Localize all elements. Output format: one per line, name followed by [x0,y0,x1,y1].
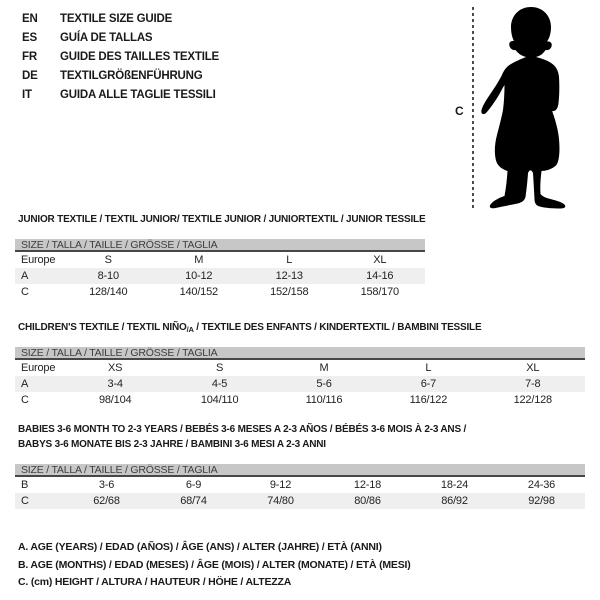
size-cell: 6-7 [376,376,480,392]
size-cell: 3-6 [98,479,115,491]
row-label: A [15,268,63,284]
table-row [15,252,425,268]
size-table [15,360,585,408]
childrens-textile-table [15,347,585,408]
row-label: B [21,479,29,491]
size-cell: M [319,362,329,374]
size-cell: 7-8 [481,376,585,392]
language-list [22,9,219,104]
size-header-bar: SIZE / TALLA / TAILLE / GRÖSSE / TAGLIA [15,239,425,252]
size-cell: 10-12 [154,268,245,284]
size-cell: 12-18 [353,479,382,491]
size-cell: 5-6 [272,376,376,392]
size-cell: 74/80 [237,493,324,509]
size-cell: 9-12 [269,479,292,491]
size-cell: 86/92 [411,493,498,509]
size-cell: 6-9 [185,479,202,491]
lang-row-de [22,66,219,85]
babies-title-line1: BABIES 3-6 MONTH TO 2-3 YEARS / BEBÉS 3-6 MESES A 2-3 AÑOS / BÉBÉS 3-6 MOIS À 2-3 ANS / [18,424,467,435]
size-cell: 152/158 [270,286,309,298]
lang-code: EN [22,12,38,25]
babies-textile-title [18,422,466,452]
title-part: CHILDREN'S TEXTILE / TEXTIL NIÑO [18,322,187,333]
size-cell: S [104,254,112,266]
lang-title: GUIDA ALLE TAGLIE TESSILI [60,88,216,101]
size-header-bar: SIZE / TALLA / TAILLE / GRÖSSE / TAGLIA [15,464,585,477]
size-cell: 18-24 [440,479,469,491]
table-row [15,284,425,300]
note-age-years: A. AGE (YEARS) / EDAD (AÑOS) / ÂGE (ANS) / ALTER (JAHRE) / ETÀ (ANNI) [18,541,382,553]
lang-title: GUÍA DE TALLAS [60,31,153,44]
junior-textile-title: JUNIOR TEXTILE / TEXTIL JUNIOR/ TEXTILE JUNIOR / JUNIORTEXTIL / JUNIOR TESSILE [18,214,426,225]
size-cell: 24-36 [527,479,556,491]
size-cell: 158/170 [360,286,399,298]
row-label: C [15,493,63,509]
row-label: Europe [21,362,56,374]
lang-title: TEXTILGRÖßENFÜHRUNG [60,69,203,82]
table-row [15,376,585,392]
title-subscript: /A [186,325,194,334]
title-part: / TEXTILE DES ENFANTS / KINDERTEXTIL / BAMBINI TESSILE [193,322,482,333]
size-cell: XS [108,362,123,374]
size-cell: 92/98 [498,493,585,509]
size-cell: 12-13 [244,268,335,284]
size-header-bar: SIZE / TALLA / TAILLE / GRÖSSE / TAGLIA [15,347,585,360]
size-cell: 68/74 [150,493,237,509]
note-height: C. (cm) HEIGHT / ALTURA / HAUTEUR / HÖHE / ALTEZZA [18,576,292,588]
size-table [15,477,585,509]
row-label: C [21,286,29,298]
size-cell: 110/116 [305,394,343,406]
size-cell: 4-5 [167,376,271,392]
size-cell: M [194,254,204,266]
table-row [15,493,585,509]
childrens-textile-title [18,320,481,337]
lang-title: GUIDE DES TAILLES TEXTILE [60,50,219,63]
size-cell: 104/110 [200,394,239,406]
size-cell: L [286,254,293,266]
size-cell: 3-4 [63,376,167,392]
babies-textile-table [15,464,585,509]
size-cell: 128/140 [89,286,128,298]
height-measure-label: C [455,104,464,118]
size-cell: 116/122 [409,394,448,406]
size-cell: 14-16 [335,268,426,284]
lang-code: FR [22,50,37,63]
lang-row-it [22,85,219,104]
table-row [15,268,425,284]
table-row [15,392,585,408]
size-cell: 80/86 [324,493,411,509]
babies-title-line2: BABYS 3-6 MONATE BIS 2-3 JAHRE / BAMBINI 3-6 MESI A 2-3 ANNI [18,439,326,450]
lang-code: IT [22,88,32,101]
baby-silhouette-icon [481,5,581,210]
size-table [15,252,425,300]
size-cell: 140/152 [179,286,218,298]
legend-notes [18,539,411,592]
height-dashed-line-icon [472,7,474,209]
lang-title: TEXTILE SIZE GUIDE [60,12,173,25]
note-age-months: B. AGE (MONTHS) / EDAD (MESES) / ÂGE (MOIS) / ALTER (MONATE) / ETÀ (MESI) [18,558,411,571]
size-cell: 8-10 [63,268,154,284]
size-cell: XL [373,254,387,266]
size-cell: 122/128 [513,394,552,406]
row-label: Europe [21,254,56,266]
lang-row-es [22,28,219,47]
size-cell: XL [526,362,540,374]
size-cell: S [216,362,224,374]
table-row [15,360,585,376]
row-label: C [21,394,29,406]
size-cell: 98/104 [98,394,132,406]
lang-code: ES [22,31,37,44]
size-cell: L [425,362,432,374]
table-row [15,477,585,493]
junior-textile-table [15,239,425,300]
lang-row-en [22,9,219,28]
size-cell: 62/68 [63,493,150,509]
row-label: A [15,376,63,392]
lang-row-fr [22,47,219,66]
lang-code: DE [22,69,38,82]
